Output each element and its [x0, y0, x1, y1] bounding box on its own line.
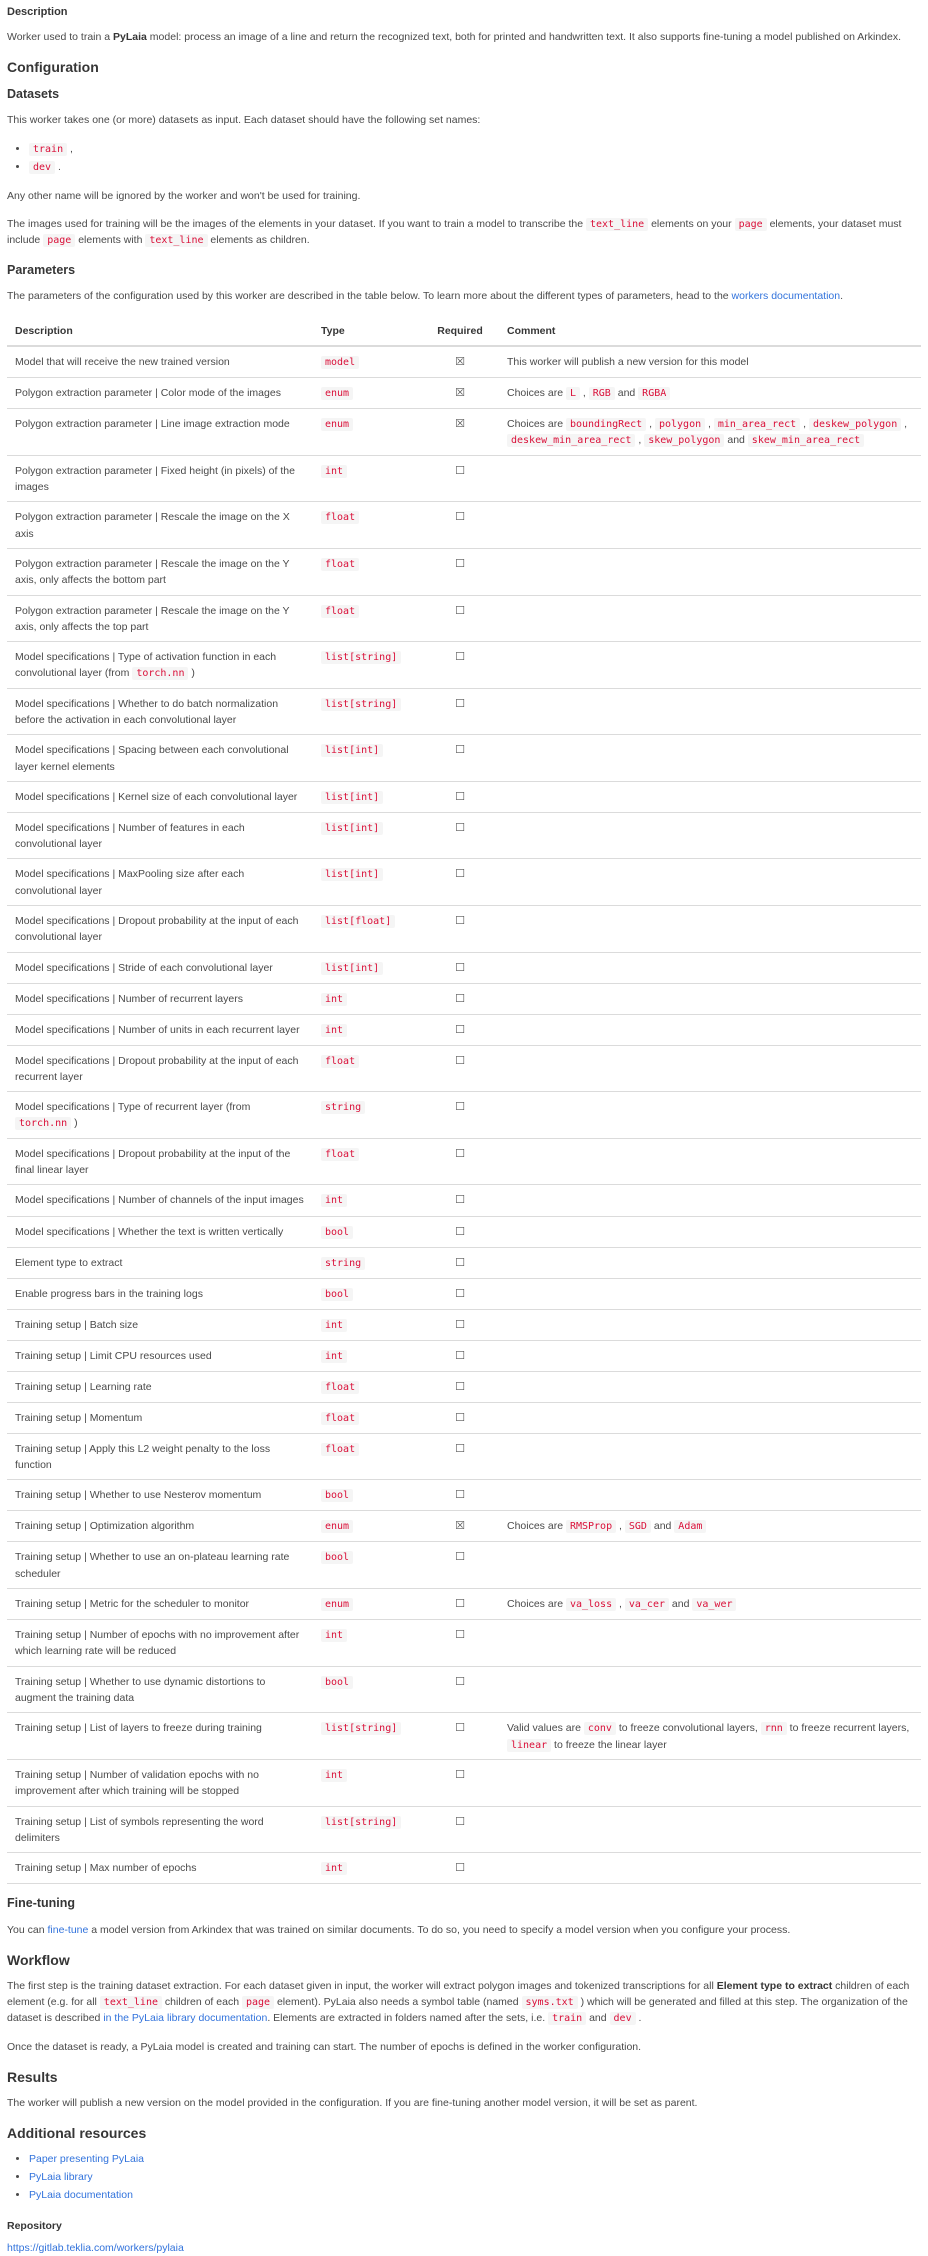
- table-row: [7, 859, 921, 906]
- table-row: [7, 377, 921, 408]
- required-checked-icon: ☒: [421, 1511, 499, 1542]
- list-item: [29, 2151, 921, 2167]
- list-item: • dev .: [29, 159, 921, 176]
- table-row: [7, 346, 921, 378]
- parameter-comment: [499, 455, 921, 502]
- required-unchecked-icon: ☐: [421, 1589, 499, 1620]
- parameter-description: Training setup | Whether to use an on-plateau learning rate scheduler: [7, 1542, 313, 1589]
- parameter-description: Training setup | Max number of epochs: [7, 1853, 313, 1884]
- parameter-type: float: [313, 548, 421, 595]
- parameter-description: Polygon extraction parameter | Color mode of the images: [7, 377, 313, 408]
- parameter-comment: [499, 1402, 921, 1433]
- parameter-description: Training setup | List of layers to freeze during training: [7, 1713, 313, 1760]
- parameter-description: Model specifications | Number of features in each convolutional layer: [7, 812, 313, 859]
- table-row: [7, 1853, 921, 1884]
- table-row: [7, 1402, 921, 1433]
- parameter-comment: [499, 1371, 921, 1402]
- required-unchecked-icon: ☐: [421, 1185, 499, 1216]
- required-unchecked-icon: ☐: [421, 548, 499, 595]
- table-row: [7, 502, 921, 549]
- table-row: [7, 1185, 921, 1216]
- parameter-description: Polygon extraction parameter | Rescale the image on the Y axis, only affects the bottom part: [7, 548, 313, 595]
- parameter-description: Training setup | Whether to use dynamic distortions to augment the training data: [7, 1666, 313, 1713]
- table-row: [7, 735, 921, 782]
- column-header-required: Required: [421, 317, 499, 346]
- workflow-epochs-text: Once the dataset is ready, a PyLaia model is created and training can start. The number of epochs is defined in the worker configuration.: [7, 2040, 642, 2053]
- parameter-comment: Choices are boundingRect , polygon , min_area_rect , deskew_polygon , deskew_min_area_rect , skew_polygon and skew_min_area_rect: [499, 408, 921, 455]
- column-header-type: Type: [313, 317, 421, 346]
- datasets-intro: This worker takes one (or more) datasets as input. Each dataset should have the following set names:: [7, 114, 481, 127]
- parameters-table: [7, 317, 921, 1885]
- parameters-table-body: [7, 346, 921, 1884]
- parameter-description: Enable progress bars in the training logs: [7, 1278, 313, 1309]
- parameter-comment: This worker will publish a new version for this model: [499, 346, 921, 378]
- required-checked-icon: ☒: [421, 346, 499, 378]
- configuration-heading: Configuration: [7, 59, 99, 76]
- parameter-comment: [499, 1480, 921, 1511]
- parameter-comment: [499, 1045, 921, 1092]
- parameter-comment: [499, 1185, 921, 1216]
- set-names-list: [7, 141, 921, 176]
- parameter-type: enum: [313, 377, 421, 408]
- parameter-type: int: [313, 1760, 421, 1807]
- parameter-description: Model specifications | Spacing between each convolutional layer kernel elements: [7, 735, 313, 782]
- required-unchecked-icon: ☐: [421, 688, 499, 735]
- parameter-comment: [499, 1278, 921, 1309]
- parameter-comment: [499, 1247, 921, 1278]
- table-row: [7, 1092, 921, 1139]
- required-unchecked-icon: ☐: [421, 1853, 499, 1884]
- table-row: [7, 1433, 921, 1480]
- parameter-type: enum: [313, 1589, 421, 1620]
- parameter-type: list[string]: [313, 688, 421, 735]
- description-text: Worker used to train a PyLaia model: process an image of a line and return the recognized text, both for printed and handwritten text. It also supports fine-tuning a model published on Arkindex.: [7, 31, 902, 44]
- parameter-description: Polygon extraction parameter | Fixed height (in pixels) of the images: [7, 455, 313, 502]
- parameter-description: Polygon extraction parameter | Line image extraction mode: [7, 408, 313, 455]
- table-row: [7, 1542, 921, 1589]
- required-unchecked-icon: ☐: [421, 1666, 499, 1713]
- parameter-type: int: [313, 1014, 421, 1045]
- required-checked-icon: ☒: [421, 408, 499, 455]
- column-header-description: Description: [7, 317, 313, 346]
- parameter-type: float: [313, 1138, 421, 1185]
- parameter-type: bool: [313, 1278, 421, 1309]
- required-unchecked-icon: ☐: [421, 1092, 499, 1139]
- required-unchecked-icon: ☐: [421, 812, 499, 859]
- parameter-comment: [499, 1138, 921, 1185]
- parameters-intro: The parameters of the configuration used by this worker are described in the table below. To learn more about the different types of parameters, head to the workers documentation.: [7, 290, 844, 303]
- required-unchecked-icon: ☐: [421, 1340, 499, 1371]
- parameter-type: int: [313, 455, 421, 502]
- parameter-type: bool: [313, 1666, 421, 1713]
- table-row: [7, 1138, 921, 1185]
- table-row: [7, 548, 921, 595]
- parameter-comment: [499, 1760, 921, 1807]
- required-unchecked-icon: ☐: [421, 1480, 499, 1511]
- results-heading: Results: [7, 2069, 58, 2086]
- required-unchecked-icon: ☐: [421, 859, 499, 906]
- parameter-comment: [499, 1340, 921, 1371]
- required-unchecked-icon: ☐: [421, 905, 499, 952]
- parameter-type: float: [313, 502, 421, 549]
- parameter-comment: [499, 812, 921, 859]
- table-row: [7, 1480, 921, 1511]
- table-row: [7, 812, 921, 859]
- repository-text: [7, 2240, 921, 2256]
- parameter-description: Model that will receive the new trained version: [7, 346, 313, 378]
- parameter-type: enum: [313, 408, 421, 455]
- table-row: [7, 642, 921, 689]
- parameter-type: string: [313, 1092, 421, 1139]
- parameter-comment: [499, 1216, 921, 1247]
- table-row: [7, 1713, 921, 1760]
- workers-documentation-link[interactable]: workers documentation: [731, 290, 841, 303]
- required-unchecked-icon: ☐: [421, 1138, 499, 1185]
- parameter-type: model: [313, 346, 421, 378]
- parameter-type: list[int]: [313, 735, 421, 782]
- finetuning-heading: Fine-tuning: [7, 1896, 76, 1911]
- parameter-description: Training setup | Metric for the scheduler to monitor: [7, 1589, 313, 1620]
- parameter-comment: Valid values are conv to freeze convolutional layers, rnn to freeze recurrent layers, linear to freeze the linear layer: [499, 1713, 921, 1760]
- table-row: [7, 1760, 921, 1807]
- parameter-description: Polygon extraction parameter | Rescale the image on the Y axis, only affects the top part: [7, 595, 313, 642]
- parameter-type: list[int]: [313, 952, 421, 983]
- required-unchecked-icon: ☐: [421, 1309, 499, 1340]
- parameter-comment: [499, 952, 921, 983]
- parameter-type: string: [313, 1247, 421, 1278]
- required-unchecked-icon: ☐: [421, 781, 499, 812]
- pylaia-library-documentation-link[interactable]: in the PyLaia library documentation: [103, 2012, 268, 2025]
- datasets-heading: Datasets: [7, 87, 60, 101]
- parameter-comment: [499, 1806, 921, 1853]
- table-row: [7, 688, 921, 735]
- finetuning-text: You can fine-tune a model version from Arkindex that was trained on similar documents. To do so, you need to specify a model version when you configure your process.: [7, 1923, 791, 1936]
- datasets-images-note: The images used for training will be the images of the elements in your dataset. If you want to train a model to transcribe the text_line elements on your page elements, your dataset must include page elements with text_line elements as children.: [7, 217, 902, 247]
- parameter-comment: [499, 1433, 921, 1480]
- parameter-description: Model specifications | Type of activation function in each convolutional layer (from torch.nn ): [7, 642, 313, 689]
- parameter-comment: [499, 781, 921, 812]
- required-unchecked-icon: ☐: [421, 983, 499, 1014]
- parameter-type: int: [313, 983, 421, 1014]
- table-row: [7, 455, 921, 502]
- parameter-type: bool: [313, 1480, 421, 1511]
- parameter-description: Model specifications | Dropout probability at the input of each recurrent layer: [7, 1045, 313, 1092]
- parameter-description: Element type to extract: [7, 1247, 313, 1278]
- table-row: [7, 408, 921, 455]
- parameter-description: Training setup | Limit CPU resources used: [7, 1340, 313, 1371]
- parameter-description: Model specifications | Whether to do batch normalization before the activation in each convolutional layer: [7, 688, 313, 735]
- parameter-comment: [499, 642, 921, 689]
- required-unchecked-icon: ☐: [421, 1806, 499, 1853]
- parameter-description: Model specifications | Dropout probability at the input of the final linear layer: [7, 1138, 313, 1185]
- required-unchecked-icon: ☐: [421, 1402, 499, 1433]
- table-row: [7, 952, 921, 983]
- parameter-type: list[string]: [313, 1713, 421, 1760]
- table-row: [7, 1511, 921, 1542]
- parameter-description: Polygon extraction parameter | Rescale the image on the X axis: [7, 502, 313, 549]
- parameter-description: Training setup | Optimization algorithm: [7, 1511, 313, 1542]
- parameter-description: Model specifications | Dropout probability at the input of each convolutional layer: [7, 905, 313, 952]
- parameter-description: Model specifications | Type of recurrent layer (from torch.nn ): [7, 1092, 313, 1139]
- parameter-description: Training setup | Apply this L2 weight penalty to the loss function: [7, 1433, 313, 1480]
- required-unchecked-icon: ☐: [421, 1216, 499, 1247]
- parameter-comment: [499, 905, 921, 952]
- parameter-type: float: [313, 1402, 421, 1433]
- list-item: [29, 2187, 921, 2203]
- results-text: The worker will publish a new version on the model provided in the configuration. If you are fine-tuning another model version, it will be set as parent.: [7, 2096, 698, 2109]
- parameter-comment: Choices are L , RGB and RGBA: [499, 377, 921, 408]
- table-row: [7, 1278, 921, 1309]
- required-unchecked-icon: ☐: [421, 595, 499, 642]
- parameter-description: Training setup | Learning rate: [7, 1371, 313, 1402]
- required-unchecked-icon: ☐: [421, 1713, 499, 1760]
- parameter-description: Training setup | Momentum: [7, 1402, 313, 1433]
- parameter-comment: [499, 735, 921, 782]
- parameter-type: int: [313, 1185, 421, 1216]
- required-unchecked-icon: ☐: [421, 1542, 499, 1589]
- parameter-description: Model specifications | MaxPooling size after each convolutional layer: [7, 859, 313, 906]
- required-unchecked-icon: ☐: [421, 455, 499, 502]
- parameter-comment: [499, 595, 921, 642]
- parameter-comment: [499, 1666, 921, 1713]
- parameter-description: Model specifications | Number of channels of the input images: [7, 1185, 313, 1216]
- required-unchecked-icon: ☐: [421, 1760, 499, 1807]
- repository-heading: Repository: [7, 2219, 62, 2232]
- required-unchecked-icon: ☐: [421, 1014, 499, 1045]
- parameter-type: list[int]: [313, 781, 421, 812]
- table-row: [7, 1045, 921, 1092]
- table-row: [7, 1014, 921, 1045]
- required-unchecked-icon: ☐: [421, 1247, 499, 1278]
- parameter-comment: [499, 688, 921, 735]
- workflow-text: The first step is the training dataset extraction. For each dataset given in input, the worker will extract polygon images and tokenized transcriptions for all Element type to extract children of each element (e.g. for all text_line children of each page element). PyLaia also needs a symbol table (named syms.txt ) which will be generated and filled at this step. The organization of the dataset is described in the PyLaia library documentation. Elements are extracted in folders named after the sets, i.e. train and dev .: [7, 1979, 910, 2025]
- table-row: [7, 1620, 921, 1667]
- parameter-comment: [499, 1309, 921, 1340]
- required-unchecked-icon: ☐: [421, 1433, 499, 1480]
- required-unchecked-icon: ☐: [421, 1278, 499, 1309]
- table-row: [7, 1371, 921, 1402]
- parameter-description: Training setup | List of symbols representing the word delimiters: [7, 1806, 313, 1853]
- required-unchecked-icon: ☐: [421, 1620, 499, 1667]
- parameter-description: Training setup | Whether to use Nesterov momentum: [7, 1480, 313, 1511]
- parameter-type: int: [313, 1620, 421, 1667]
- parameter-description: Model specifications | Number of units in each recurrent layer: [7, 1014, 313, 1045]
- parameter-description: Training setup | Number of validation epochs with no improvement after which training will be stopped: [7, 1760, 313, 1807]
- table-row: [7, 1247, 921, 1278]
- parameter-description: Training setup | Batch size: [7, 1309, 313, 1340]
- parameter-type: list[string]: [313, 642, 421, 689]
- required-unchecked-icon: ☐: [421, 1045, 499, 1092]
- parameter-type: float: [313, 595, 421, 642]
- parameter-type: int: [313, 1309, 421, 1340]
- parameter-comment: [499, 859, 921, 906]
- parameter-type: int: [313, 1853, 421, 1884]
- resources-list: [7, 2151, 921, 2204]
- parameter-type: list[string]: [313, 1806, 421, 1853]
- column-header-comment: Comment: [499, 317, 921, 346]
- required-unchecked-icon: ☐: [421, 735, 499, 782]
- table-row: [7, 1806, 921, 1853]
- parameters-heading: Parameters: [7, 262, 76, 277]
- table-row: [7, 983, 921, 1014]
- parameter-comment: Choices are va_loss , va_cer and va_wer: [499, 1589, 921, 1620]
- parameter-comment: [499, 1014, 921, 1045]
- parameter-comment: [499, 1542, 921, 1589]
- parameter-comment: [499, 1853, 921, 1884]
- table-row: [7, 905, 921, 952]
- parameter-type: float: [313, 1371, 421, 1402]
- parameter-type: list[int]: [313, 812, 421, 859]
- datasets-ignored-note: Any other name will be ignored by the worker and won't be used for training.: [7, 189, 361, 202]
- additional-resources-heading: Additional resources: [7, 2125, 147, 2142]
- repository-link[interactable]: https://gitlab.teklia.com/workers/pylaia: [7, 2241, 184, 2254]
- parameter-comment: Choices are RMSProp , SGD and Adam: [499, 1511, 921, 1542]
- parameter-type: float: [313, 1045, 421, 1092]
- documentation-link[interactable]: PyLaia documentation: [29, 2189, 133, 2202]
- parameter-type: bool: [313, 1216, 421, 1247]
- list-item: [29, 2169, 921, 2185]
- parameter-description: Model specifications | Whether the text is written vertically: [7, 1216, 313, 1247]
- parameter-description: Model specifications | Kernel size of each convolutional layer: [7, 781, 313, 812]
- workflow-heading: Workflow: [7, 1951, 70, 1968]
- parameter-description: Training setup | Number of epochs with no improvement after which learning rate will be reduced: [7, 1620, 313, 1667]
- parameter-type: bool: [313, 1542, 421, 1589]
- table-row: [7, 1340, 921, 1371]
- list-item: • train ,: [29, 141, 921, 158]
- required-unchecked-icon: ☐: [421, 952, 499, 983]
- fine-tune-link[interactable]: fine-tune: [47, 1923, 89, 1936]
- paper-link[interactable]: Paper presenting PyLaia: [29, 2152, 144, 2165]
- parameter-comment: [499, 1092, 921, 1139]
- description-heading: Description: [7, 6, 68, 18]
- parameter-type: enum: [313, 1511, 421, 1542]
- table-row: [7, 1666, 921, 1713]
- library-link[interactable]: PyLaia library: [29, 2170, 93, 2183]
- table-row: [7, 1589, 921, 1620]
- parameter-type: list[float]: [313, 905, 421, 952]
- table-row: [7, 1216, 921, 1247]
- required-unchecked-icon: ☐: [421, 502, 499, 549]
- parameter-comment: [499, 502, 921, 549]
- table-row: [7, 1309, 921, 1340]
- parameter-type: list[int]: [313, 859, 421, 906]
- parameter-comment: [499, 983, 921, 1014]
- parameter-comment: [499, 1620, 921, 1667]
- table-row: [7, 781, 921, 812]
- table-header-row: [7, 317, 921, 346]
- parameter-type: float: [313, 1433, 421, 1480]
- table-row: [7, 595, 921, 642]
- parameter-comment: [499, 548, 921, 595]
- required-unchecked-icon: ☐: [421, 642, 499, 689]
- parameter-description: Model specifications | Number of recurrent layers: [7, 983, 313, 1014]
- required-checked-icon: ☒: [421, 377, 499, 408]
- parameter-type: int: [313, 1340, 421, 1371]
- parameter-description: Model specifications | Stride of each convolutional layer: [7, 952, 313, 983]
- required-unchecked-icon: ☐: [421, 1371, 499, 1402]
